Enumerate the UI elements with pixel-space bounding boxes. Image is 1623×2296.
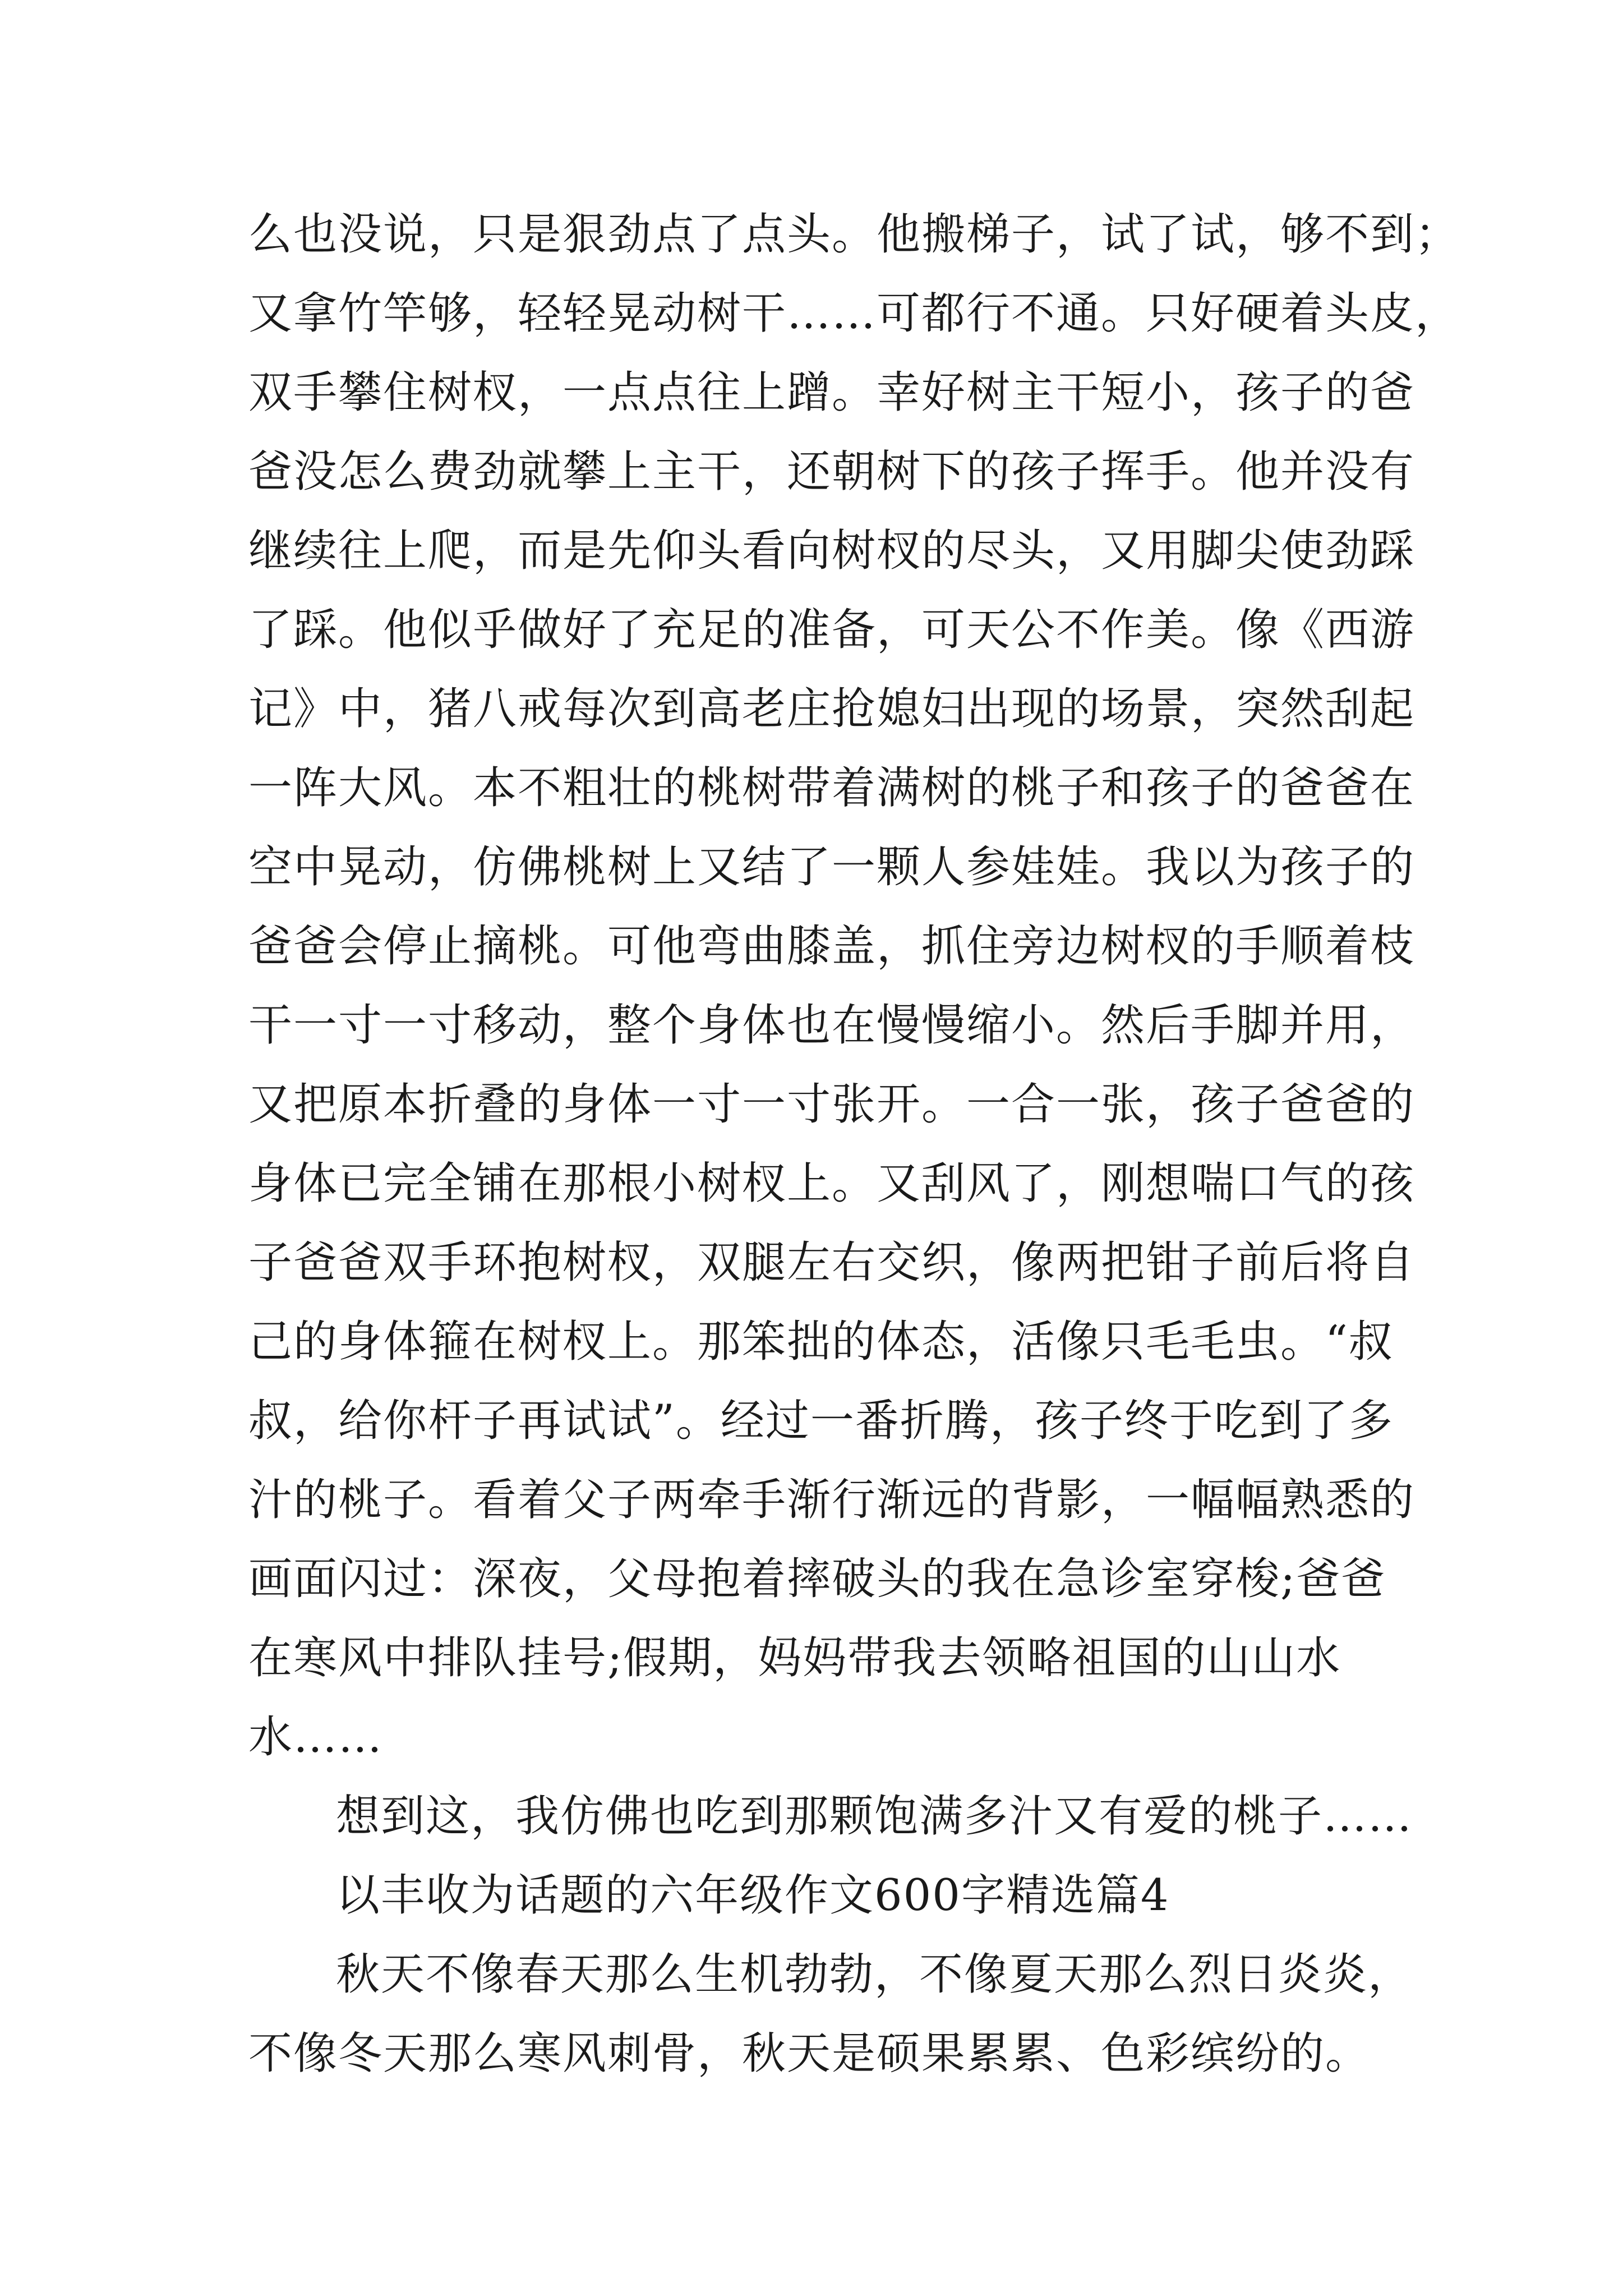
text-line: 爸爸会停止摘桃。可他弯曲膝盖，抓住旁边树杈的手顺着枝: [248, 921, 1415, 972]
text-line: 继续往上爬，而是先仰头看向树杈的尽头，又用脚尖使劲踩: [248, 526, 1415, 576]
text-line: 又把原本折叠的身体一寸一寸张开。一合一张，孩子爸爸的: [248, 1079, 1415, 1130]
text-line: 记》中，猪八戒每次到高老庄抢媳妇出现的场景，突然刮起: [248, 684, 1415, 734]
text-line: 干一寸一寸移动，整个身体也在慢慢缩小。然后手脚并用，: [248, 1000, 1415, 1051]
text-line: 又拿竹竿够，轻轻晃动树干……可都行不通。只好硬着头皮，: [248, 288, 1460, 339]
text-line: 身体已完全铺在那根小树杈上。又刮风了，刚想喘口气的孩: [248, 1158, 1415, 1209]
text-line: 不像冬天那么寒风刺骨，秋天是硕果累累、色彩缤纷的。: [248, 2028, 1371, 2079]
text-line: 一阵大风。本不粗壮的桃树带着满树的桃子和孩子的爸爸在: [248, 763, 1415, 813]
text-line: 空中晃动，仿佛桃树上又结了一颗人参娃娃。我以为孩子的: [248, 842, 1415, 892]
text-line: 己的身体箍在树杈上。那笨拙的体态，活像只毛毛虫。“叔: [248, 1317, 1394, 1367]
text-line: 汁的桃子。看着父子两牵手渐行渐远的背影，一幅幅熟悉的: [248, 1475, 1415, 1525]
body-text: [248, 195, 1460, 2093]
text-line: 双手攀住树杈，一点点往上蹭。幸好树主干短小，孩子的爸: [248, 367, 1415, 418]
text-line: 么也没说，只是狠劲点了点头。他搬梯子，试了试，够不到；: [248, 209, 1460, 260]
text-line: 爸没怎么费劲就攀上主干，还朝树下的孩子挥手。他并没有: [248, 447, 1415, 497]
text-line: 子爸爸双手环抱树杈，双腿左右交织，像两把钳子前后将自: [248, 1237, 1415, 1288]
text-line: 画面闪过：深夜，父母抱着摔破头的我在急诊室穿梭;爸爸: [248, 1554, 1386, 1604]
text-line: 秋天不像春天那么生机勃勃，不像夏天那么烈日炎炎，: [336, 1949, 1413, 2000]
text-line: 水……: [248, 1712, 384, 1763]
paragraph-closing: 想到这，我仿佛也吃到那颗饱满多汁又有爱的桃子……: [336, 1791, 1413, 1842]
text-line: 了踩。他似乎做好了充足的准备，可天公不作美。像《西游: [248, 605, 1415, 655]
section-title: 以丰收为话题的六年级作文600字精选篇4: [336, 1870, 1170, 1921]
text-line: 叔，给你杆子再试试”。经过一番折腾，孩子终于吃到了多: [248, 1396, 1394, 1446]
text-line: 在寒风中排队挂号;假期，妈妈带我去领略祖国的山山水: [248, 1633, 1341, 1683]
